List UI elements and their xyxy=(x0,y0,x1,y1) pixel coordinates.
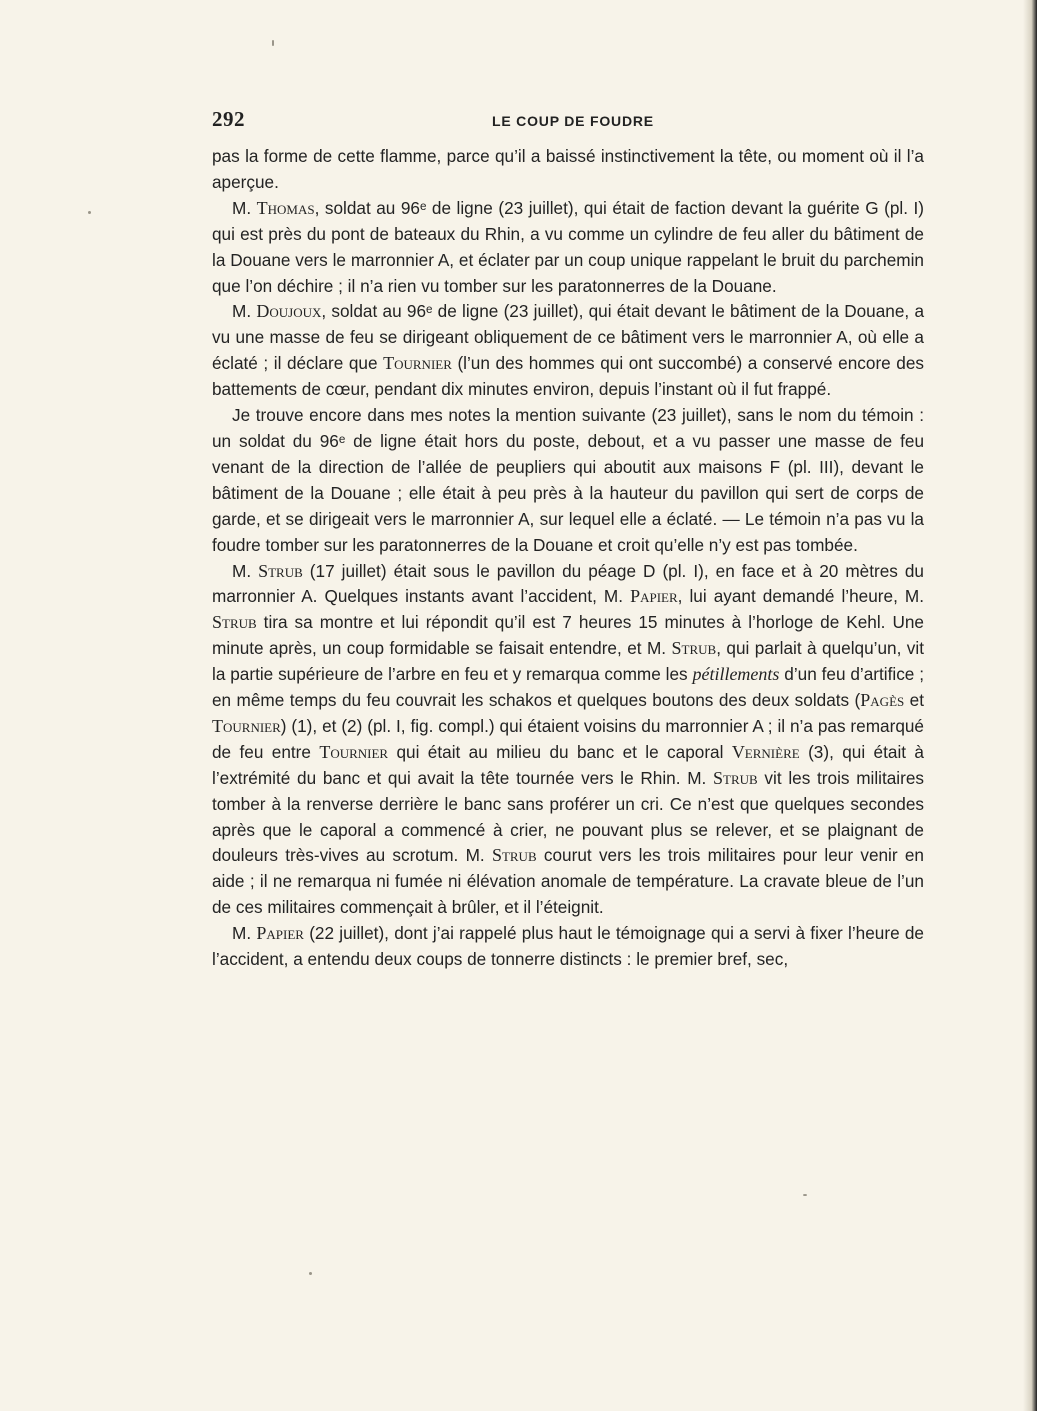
person-name: Pagès xyxy=(860,690,905,711)
paper-speck xyxy=(272,40,274,46)
text-run: Je trouve encore dans mes notes la mention suivante (23 juillet), sans le nom du témoin : un soldat du 96ᵉ de ligne était hors du poste, debout, et a vu passer une masse de feu venant de la direction de l’allée de peupliers qui aboutit aux maisons F (pl. III), devant le bâtiment de la Douane ; elle était à peu près à la hauteur du pavillon qui sert de corps de garde, et se dirigeait vers le marronnier A, sur lequel elle a éclaté. — Le témoin n’a pas vu la foudre tomber sur les paratonnerres de la Douane et croit qu’elle n’y est pas tombée. xyxy=(212,405,924,555)
text-run: , qui parlait à quelqu’un, vit la partie supérieure de l’arbre en feu et y remarqua comme les xyxy=(212,638,924,685)
paragraph xyxy=(212,196,924,300)
text-run: qui était au milieu du banc et le caporal xyxy=(388,741,732,762)
page-edge-shadow xyxy=(1023,0,1037,1411)
italic-term: pétillements xyxy=(692,664,780,685)
person-name: Strub xyxy=(671,638,717,659)
paragraph xyxy=(212,403,924,558)
text-run: M. xyxy=(232,560,259,581)
text-run: tira sa montre et lui répondit qu’il est 7 heures 15 minutes à l’horloge de Kehl. Une minute après, un coup formidable se faisait entendre, et M. xyxy=(212,612,924,659)
body-text xyxy=(212,144,924,973)
text-run: (3), qui était à l’extrémité du banc et qui avait la tête tournée vers le Rhin. M. xyxy=(212,741,924,788)
text-run: vit les trois militaires tomber à la renverse derrière le banc sans proférer un cri. Ce n’est que quelques secondes après que le caporal a commencé à crier, ne pouvant plus se relever, et se plaignant de douleurs très-vives au scrotum. M. xyxy=(212,767,925,866)
text-run: et xyxy=(904,690,925,711)
text-run: (l’un des hommes qui ont succombé) a conservé encore des battements de cœur, pendant dix minutes environ, depuis l’instant où il fut frappé. xyxy=(212,353,924,400)
person-name: Tournier xyxy=(319,741,389,762)
text-run: , soldat au 96ᵉ de ligne (23 juillet), qui était devant le bâtiment de la Douane, a vu une masse de feu se dirigeant obliquement de ce bâtiment vers le marronnier A, où elle a éclaté ; il déclare que xyxy=(212,301,925,374)
text-run: M. xyxy=(232,301,257,322)
person-name: Strub xyxy=(491,845,537,866)
person-name: Tournier xyxy=(212,715,281,736)
person-name: Papier xyxy=(256,923,304,944)
paper-speck xyxy=(309,1272,312,1275)
person-name: Strub xyxy=(212,612,257,633)
text-run: ) (1), et (2) (pl. I, fig. compl.) qui étaient voisins du marronnier A ; il n’a pas remarqué de feu entre xyxy=(212,715,924,762)
person-name: Strub xyxy=(258,560,303,581)
text-run: M. xyxy=(232,197,257,218)
person-name: Thomas xyxy=(256,197,315,218)
person-name: Strub xyxy=(713,767,758,788)
text-run: , lui ayant demandé l’heure, M. xyxy=(677,586,924,607)
running-title: LE COUP DE FOUDRE xyxy=(492,113,654,129)
paragraph xyxy=(212,299,924,403)
text-run: (17 juillet) était sous le pavillon du péage D (pl. I), en face et à 20 mètres du marronnier A. Quelques instants avant l’accident, M. xyxy=(212,560,924,607)
paragraph xyxy=(212,144,924,196)
page-number: 292 xyxy=(212,107,245,131)
text-run: d’un feu d’artifice ; en même temps du feu couvrait les schakos et quelques boutons des deux soldats ( xyxy=(212,664,924,711)
text-run: pas la forme de cette flamme, parce qu’il a baissé instinctivement la tête, ou moment où il l’a aperçue. xyxy=(212,146,924,192)
paper-speck xyxy=(803,1194,807,1196)
paper-speck xyxy=(88,211,91,214)
person-name: Papier xyxy=(630,586,678,607)
text-run: (22 juillet), dont j’ai rappelé plus haut le témoignage qui a servi à fixer l’heure de l’accident, a entendu deux coups de tonnerre distincts : le premier bref, sec, xyxy=(212,923,924,970)
paragraph xyxy=(212,559,924,922)
text-run: M. xyxy=(232,923,257,944)
text-run: , soldat au 96ᵉ de ligne (23 juillet), qui était de faction devant la guérite G (pl. I) qui est près du pont de bateaux du Rhin, a vu comme un cylindre de feu aller du bâtiment de la Douane vers le marronnier A, et éclater par un coup unique rappelant le bruit du parchemin que l’on déchire ; il n’a rien vu tomber sur les paratonnerres de la Douane. xyxy=(212,197,924,296)
text-run: courut vers les trois militaires pour leur venir en aide ; il ne remarqua ni fumée ni élévation anomale de température. La cravate bleue de l’un de ces militaires commençait à brûler, et il l’éteignit. xyxy=(212,845,924,918)
person-name: Tournier xyxy=(383,353,452,374)
person-name: Doujoux xyxy=(256,301,322,322)
person-name: Vernière xyxy=(731,741,800,762)
paragraph xyxy=(212,921,924,973)
page-header xyxy=(212,107,924,137)
